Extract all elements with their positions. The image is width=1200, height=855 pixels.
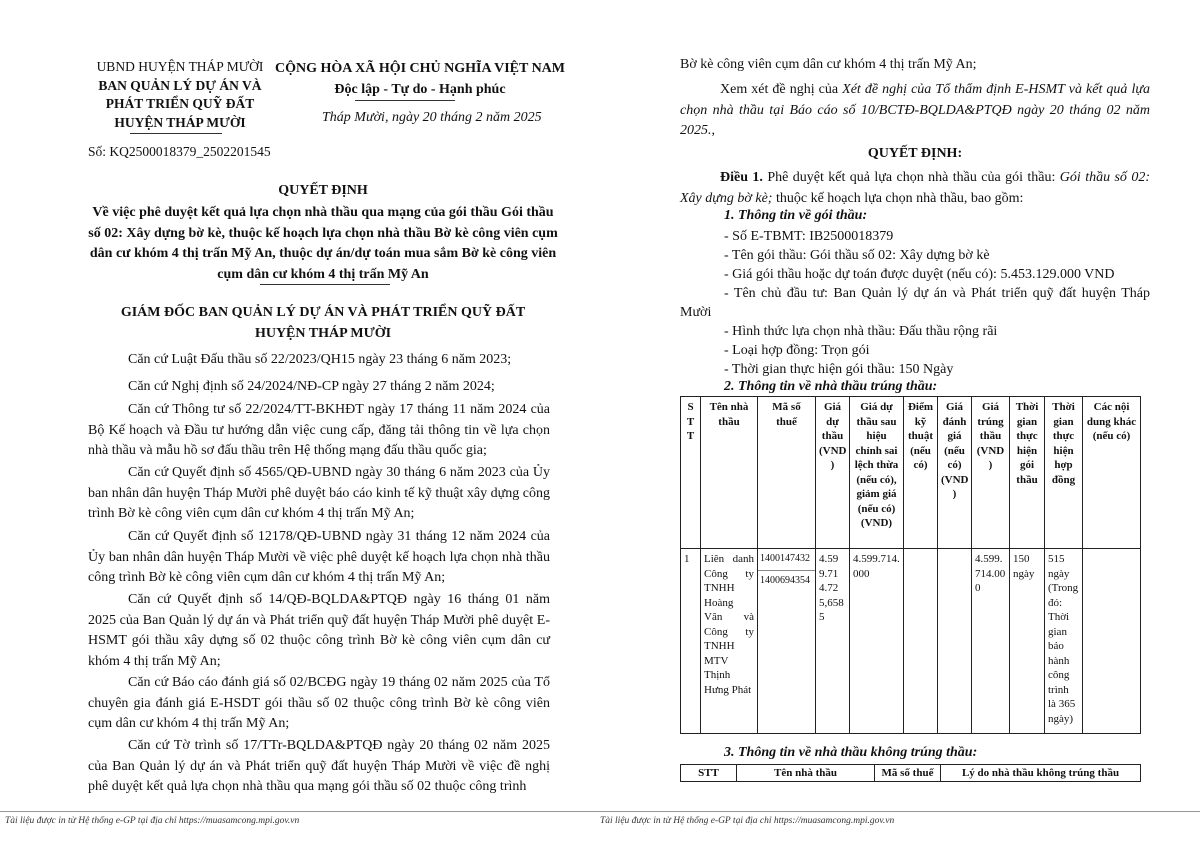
eval-price-cell — [938, 549, 972, 734]
agency-line-1: UBND HUYỆN THÁP MƯỜI — [96, 59, 264, 74]
article-1 — [680, 168, 1150, 209]
section-1-title: 1. Thông tin về gói thầu: — [724, 208, 868, 223]
section-3-title: 3. Thông tin về nhà thầu không trúng thầu: — [724, 745, 978, 760]
agency-header — [80, 58, 280, 132]
continuation-text: Bờ kè công viên cụm dân cư khóm 4 thị trấn Mỹ An; — [680, 57, 977, 72]
document-title: QUYẾT ĐỊNH — [278, 183, 368, 198]
package-info-item: - Tên gói thầu: Gói thầu số 02: Xây dựng bờ kè — [724, 248, 990, 263]
tax-code-1: 1400147432 — [758, 549, 815, 571]
agency-line-4: HUYỆN THÁP MƯỜI — [114, 114, 246, 130]
win-price-cell: 4.599.714.000 — [972, 549, 1010, 734]
article-1-label: Điều 1. — [720, 170, 763, 185]
package-info-list — [680, 227, 1150, 379]
header-cell: Giá đánh giá (nếu có) (VND ) — [938, 397, 972, 549]
consideration-suffix: , — [711, 123, 715, 138]
contract-time-cell: 515 ngày (Trong đó: Thời gian bảo hành công trình là 365 ngày) — [1045, 549, 1083, 734]
tax-code-cell — [758, 549, 816, 734]
consideration-paragraph — [680, 80, 1150, 142]
header-cell: Thời gian thực hiện gói thầu — [1010, 397, 1045, 549]
package-info-item: - Tên chủ đầu tư: Ban Quản lý dự án và Phát triển quỹ đất huyện Tháp Mười — [680, 286, 1150, 320]
agency-line-3: PHÁT TRIỂN QUỸ ĐẤT — [105, 96, 255, 111]
header-cell: Lý do nhà thầu không trúng thầu — [941, 765, 1141, 782]
article-1-text: Phê duyệt kết quả lựa chọn nhà thầu của gói thầu: — [762, 170, 1060, 185]
agency-line-2: BAN QUẢN LÝ DỰ ÁN VÀ — [98, 77, 262, 93]
header-cell: Các nội dung khác (nếu có) — [1083, 397, 1141, 549]
authority-line-2: HUYỆN THÁP MƯỜI — [254, 325, 392, 341]
header-cell: STT — [681, 765, 737, 782]
document-subject: Về việc phê duyệt kết quả lựa chọn nhà thầu qua mạng của gói thầu Gói thầu số 02: Xây dựng bờ kè, thuộc kế hoạch lựa chọn nhà thầu Bờ kè công viên cụm dân cư khóm 4 thị trấn Mỹ An, thuộc dự án/dự toán mua sắm Bờ kè công viên cụm dân cư khóm 4 thị trấn Mỹ An — [88, 205, 558, 282]
stt-cell: 1 — [681, 549, 701, 734]
bid-price-cell: 4.599.714.725,6585 — [816, 549, 850, 734]
package-time-cell: 150 ngày — [1010, 549, 1045, 734]
basis-paragraph: Căn cứ Thông tư số 22/2024/TT-BKHĐT ngày 17 tháng 11 năm 2024 của Bộ Kế hoạch và Đầu tư hướng dẫn việc cung cấp, đăng tải thông tin về lựa chọn nhà thầu và mẫu hồ sơ đấu thầu trên Hệ thống mạng đấu thầu quốc gia; — [88, 402, 550, 458]
contractor-name-cell: Liên danh Công ty TNHH Hoàng Vân và Công ty TNHH MTV Thịnh Hưng Phát — [701, 549, 758, 734]
consideration-italic: Xét đề nghị của Tổ thẩm định E-HSMT và kết quả lựa chọn nhà thầu tại Báo cáo số 10/BCTĐ-BQLDA&PTQĐ ngày 20 tháng 02 năm 2025. — [680, 82, 1150, 138]
right-page — [600, 0, 1200, 855]
agency-underline — [130, 133, 222, 134]
basis-paragraph: Căn cứ Nghị định số 24/2024/NĐ-CP ngày 27 tháng 2 năm 2024; — [128, 379, 495, 394]
loser-table-header — [681, 765, 1141, 782]
header-cell: Giá dự thầu sau hiệu chỉnh sai lệch thừa (nếu có), giảm giá (nếu có) (VND) — [850, 397, 904, 549]
authority-heading — [88, 303, 558, 344]
document-number: Số: KQ2500018379_2502201545 — [88, 144, 271, 159]
footer-divider — [0, 811, 600, 812]
package-info-item: - Loại hợp đồng: Trọn gói — [724, 343, 870, 358]
package-info-item: - Thời gian thực hiện gói thầu: 150 Ngày — [724, 362, 954, 377]
winner-table-header — [681, 397, 1141, 549]
decide-title: QUYẾT ĐỊNH: — [867, 146, 963, 161]
authority-line-1: GIÁM ĐỐC BAN QUẢN LÝ DỰ ÁN VÀ PHÁT TRIỂN QUỸ ĐẤT — [120, 305, 526, 320]
header-cell: S T T — [681, 397, 701, 549]
article-1-suffix: thuộc kế hoạch lựa chọn nhà thầu, bao gồm: — [772, 190, 1024, 206]
header-cell: Mã số thuế — [875, 765, 941, 782]
header-cell: Thời gian thực hiện hợp đồng — [1045, 397, 1083, 549]
page-footer: Tài liệu được in từ Hệ thống e-GP tại địa chỉ https://muasamcong.mpi.gov.vn — [5, 816, 300, 826]
nation-line-2: Độc lập - Tự do - Hạnh phúc — [334, 82, 506, 97]
package-info-item: - Hình thức lựa chọn nhà thầu: Đấu thầu rộng rãi — [724, 324, 998, 339]
place-date: Tháp Mười, ngày 20 tháng 2 năm 2025 — [322, 110, 542, 125]
tech-score-cell — [904, 549, 938, 734]
section-2-title: 2. Thông tin về nhà thầu trúng thầu: — [724, 379, 938, 394]
nation-underline — [355, 100, 455, 101]
basis-paragraph: Căn cứ Luật Đấu thầu số 22/2023/QH15 ngày 23 tháng 6 năm 2023; — [128, 352, 512, 367]
header-cell: Tên nhà thầu — [701, 397, 758, 549]
winner-table — [680, 396, 1141, 734]
consideration-prefix: Xem xét đề nghị của — [720, 82, 843, 97]
footer-divider — [600, 811, 1200, 812]
header-cell: Giá dự thầu (VND ) — [816, 397, 850, 549]
other-content-cell — [1083, 549, 1141, 734]
article-1-package: Gói thầu số 02: Xây dựng bờ kè; — [680, 170, 1151, 206]
nation-header — [260, 58, 580, 100]
basis-paragraph: Căn cứ Quyết định số 14/QĐ-BQLDA&PTQĐ ngày 16 tháng 01 năm 2025 của Ban Quản lý dự án và Phát triển quỹ đất huyện Tháp Mười phê duyệt E-HSMT gói thầu xây dựng số 02 thuộc công trình Bờ kè công viên cụm dân cư khóm 4 thị trấn Mỹ An; — [88, 592, 550, 669]
header-cell: Điểm kỹ thuật (nếu có) — [904, 397, 938, 549]
header-cell: Giá trúng thầu (VND ) — [972, 397, 1010, 549]
table-row — [681, 549, 1141, 734]
loser-table — [680, 764, 1141, 782]
nation-line-1: CỘNG HÒA XÃ HỘI CHỦ NGHĨA VIỆT NAM — [274, 61, 565, 76]
package-info-item: - Giá gói thầu hoặc dự toán được duyệt (nếu có): 5.453.129.000 VND — [724, 267, 1115, 282]
basis-paragraph: Căn cứ Quyết định số 12178/QĐ-UBND ngày 31 tháng 12 năm 2024 của Ủy ban nhân dân huyện Tháp Mười về việc phê duyệt kế hoạch lựa chọn nhà thầu công trình Bờ kè công viên cụm dân cư khóm 4 thị trấn Mỹ An; — [88, 529, 550, 585]
header-cell: Tên nhà thầu — [737, 765, 875, 782]
page-footer: Tài liệu được in từ Hệ thống e-GP tại địa chỉ https://muasamcong.mpi.gov.vn — [600, 816, 895, 826]
package-info-item: - Số E-TBMT: IB2500018379 — [724, 229, 894, 244]
adjusted-price-cell: 4.599.714.000 — [850, 549, 904, 734]
header-cell: Mã số thuế — [758, 397, 816, 549]
tax-code-2: 1400694354 — [760, 574, 810, 586]
subject-underline — [260, 284, 390, 285]
basis-paragraph: Căn cứ Báo cáo đánh giá số 02/BCĐG ngày 19 tháng 02 năm 2025 của Tổ chuyên gia đánh giá E-HSDT gói thầu số 02 thuộc công trình Bờ kè công viên cụm dân cư khóm 4 thị trấn Mỹ An; — [88, 675, 550, 731]
basis-paragraph: Căn cứ Quyết định số 4565/QĐ-UBND ngày 30 tháng 6 năm 2023 của Ủy ban nhân dân huyện Tháp Mười phê duyệt báo cáo kinh tế kỹ thuật xây dựng công trình Bờ kè công viên cụm dân cư khóm 4 thị trấn Mỹ An; — [88, 465, 550, 521]
basis-paragraph: Căn cứ Tờ trình số 17/TTr-BQLDA&PTQĐ ngày 20 tháng 02 năm 2025 của Ban Quản lý dự án và Phát triển quỹ đất huyện Tháp Mười về việc đề nghị phê duyệt kết quả lựa chọn nhà thầu qua mạng gói thầu số 02 thuộc công trình — [88, 738, 550, 794]
